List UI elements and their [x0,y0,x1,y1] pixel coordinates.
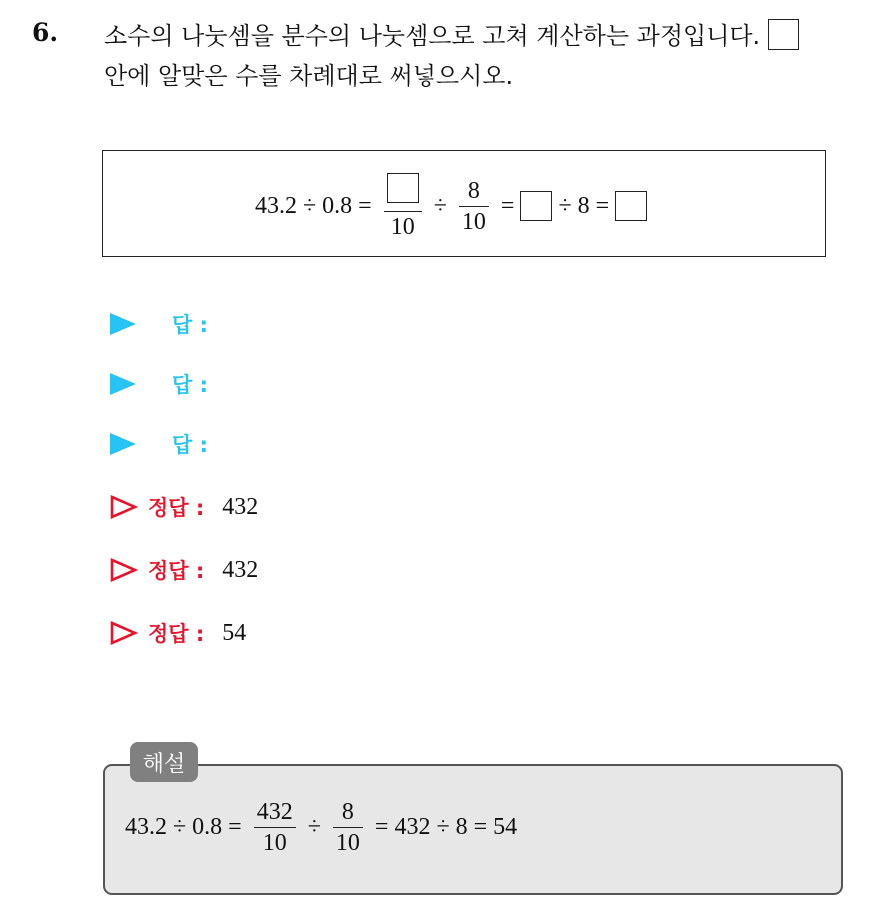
solution-label: 정답 : [148,496,205,520]
problem-equation [255,175,647,240]
equals-sign: = [358,192,372,219]
solution-label: 정답 : [148,559,205,583]
solution-row-1 [110,489,258,525]
solution-row-3 [110,615,246,651]
equals-sign: = [374,813,389,840]
filled-triangle-icon [110,373,136,395]
answer-label: 답 : [172,313,208,337]
question-instruction: 안에 알맞은 수를 차례대로 써넣으시오. [104,62,514,90]
explanation-box [103,764,843,895]
outline-triangle-icon [110,621,138,645]
divide-sign: ÷ [558,192,572,219]
fraction-denominator: 10 [461,208,486,235]
explanation-fraction-2 [333,799,363,856]
answer-row-1 [110,306,208,342]
solution-label: 정답 : [148,622,205,646]
explanation-result: 54 [493,813,518,840]
outline-triangle-icon [110,495,138,519]
answer-label: 답 : [172,433,208,457]
explanation-lhs: 43.2 ÷ 0.8 [125,813,223,840]
question-number: 6. [32,18,59,47]
fraction-denominator: 10 [390,213,415,240]
explanation-fraction-1 [254,799,296,856]
filled-triangle-icon [110,433,136,455]
problem-fraction-1 [384,173,422,240]
blank-box-2[interactable] [520,191,552,221]
blank-box-1[interactable] [387,173,419,203]
solution-row-2 [110,552,258,588]
problem-fraction-2 [459,178,489,235]
explanation-tab: 해설 [130,742,198,782]
divide-sign: ÷ [433,192,447,219]
fraction-numerator: 8 [341,798,354,825]
outline-triangle-icon [110,558,138,582]
answer-row-2 [110,366,208,402]
blank-box-3[interactable] [615,191,647,221]
solution-value: 432 [222,556,259,583]
answer-label: 답 : [172,373,208,397]
answer-row-3 [110,426,208,462]
fraction-numerator: 432 [256,798,293,825]
question-sentence: 소수의 나눗셈을 분수의 나눗셈으로 고쳐 계산하는 과정입니다. [104,22,761,50]
filled-triangle-icon [110,313,136,335]
explanation-equation [125,796,517,858]
problem-lhs: 43.2 ÷ 0.8 [255,192,353,219]
equals-sign: = [595,192,610,219]
fraction-numerator: 8 [467,177,480,204]
solution-value: 432 [222,493,259,520]
equals-sign: = [500,192,515,219]
problem-divisor: 8 [577,192,590,219]
explanation-step: 432 ÷ 8 [394,813,468,840]
blank-box-icon [768,19,799,50]
fraction-denominator: 10 [335,829,360,856]
solution-value: 54 [222,619,247,646]
problem-box [102,150,826,257]
divide-sign: ÷ [307,813,321,840]
equals-sign: = [228,813,242,840]
equals-sign: = [473,813,488,840]
fraction-denominator: 10 [262,829,287,856]
question-text [104,16,864,96]
